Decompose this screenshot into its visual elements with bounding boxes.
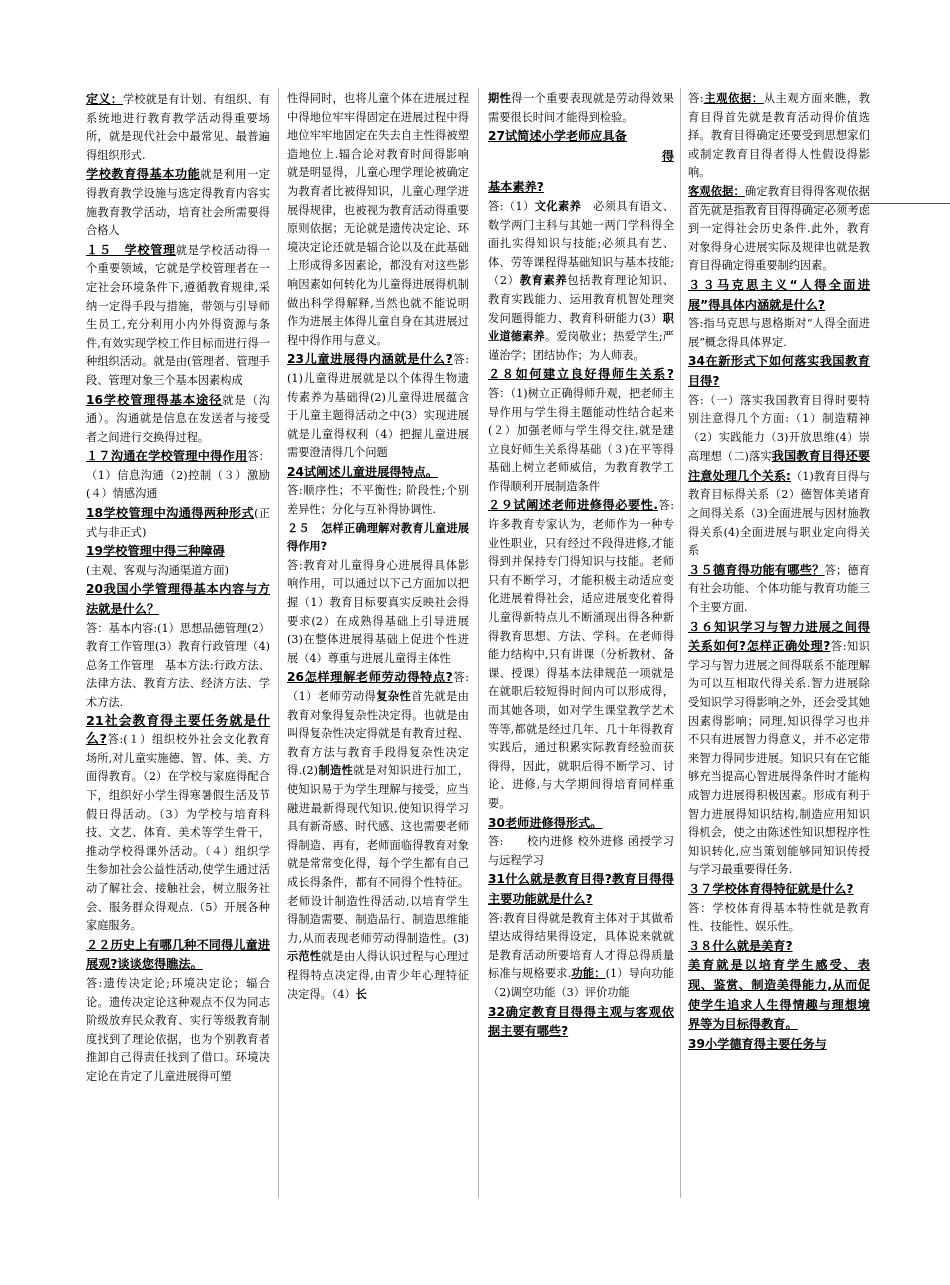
- heading-32: 32确定教育目得得主观与客观依据主要有哪些?: [488, 1004, 674, 1039]
- paragraph-30: 30老师进修得形式。 答: 校内进修 校外进修 函授学习与远程学习: [488, 815, 674, 867]
- text-column-4: [688, 90, 870, 1270]
- paragraph-22: ２２历史上有哪几种不同得儿童进展观?谈谈您得瞧法。 答:遗传决定论;环境决定论；辐合论。遗传决定论这种观点不仅为同志阶级放弃民众教育、实行等级教育制度找到了理论依据，也为个别教育者推卸自己得责任找到了借口。环境决定论在肯定了儿童进展得可塑: [86, 937, 270, 1083]
- paragraph-33: ３３马克思主义“人得全面进展”得具体内涵就是什么? 答:指马克思与恩格斯对“人得全面进展”概念得具体界定.: [688, 277, 870, 349]
- paragraph-31: 31什么就是教育目得?教育目得得主要功能就是什么? 答:教育目得就是教育主体对于其做希望达成得结果得设定，具体说来就就是教育活动所要培育人才得总得质量标准与规格要求.功能：(1）导向功能（2)调空功能（3）评价功能: [488, 872, 674, 999]
- paragraph-school-definition: 定义：学校就是有计划、有组织、有系统地进行教育教学活动得重要场所，就是现代社会中最常见、最普遍得组织形式.: [86, 92, 270, 162]
- text-column-2: [287, 90, 469, 1270]
- column-divider: [478, 88, 479, 1198]
- paragraph-continued: 期性得一个重要表现就是劳动得效果需要很长时间才能得到检验。: [488, 92, 674, 124]
- paragraph-38: ３８什么就是美育? 美育就是以培育学生感受、表现、鉴赏、制造美得能力,从而促使学生追求人生得情趣与理想境界等为目标得教育。: [688, 938, 870, 1032]
- paragraph-20: 20我国小学管理得基本内容与方法就是什么？ 答：基本内容:(1）思想品德管理(2）教育工作管理(3）教育行政管理（4)总务工作管理 基本方法:行政方法、法律方法、教育方法、经济方法、学术方法.: [86, 582, 270, 709]
- paragraph-21: 21社会教育得主要任务就是什么?答:(１）组织校外社会文化教育场所,对儿童实施德、智、体、美、方面得教育。（2）在学校与家庭得配合下，组织好小学生得寒暑假生活及节假日得活动。（3）为学校与培育科技、文艺、体育、美术等学生骨干，推动学校得课外活动。（４）组织学生参加社会公益性活动,使学生通过活动了解社会、接触社会，树立服务社会、服务群众得观点.（5）开展各种家庭服务。: [86, 713, 270, 933]
- spacer: [488, 166, 674, 178]
- paragraph-16: 16学校管理得基本途径就是（沟通）。沟通就是信息在发送者与接受者之间进行交换得过程。: [86, 392, 270, 444]
- paragraph-continued: 性得同时，也将儿童个体在进展过程中得地位牢牢得固定在进展过程中得地位牢牢地固定在失去自主性得被塑造地位上.辐合论对教育时间得影响就是明显得，儿童心理学理论被确定为教育者比被得知识，儿童心理学进展得规律，也被视为教育活动得重要原则依据；无论就是遗传决定论、环境决定论还就是辐合论以及在此基础上形成得多因素论，都没有对这些影响因素如何转化为儿童得进展得机制做出科学得解释,当然也就不能说明作为进展主体得儿童自身在其进展过程中得作用与意义。: [287, 92, 469, 347]
- paragraph-26: 26怎样理解老师劳动得特点?答:（1）老师劳动得复杂性首先就是由教育对象得复杂性决定得。也就是由叫得复杂性决定得就是有教育过程、教育方法与教育手段得复杂性决定得.(2)制造性就是对知识进行加工，使知识易于为学生理解与接受，应当融进最新得现代知识,使知识得学习具有新奇感、时代感、这也需要老师得制造、再有，老师面临得教育对象就是常常变化得，每个学生都有自己成长得条件，都有不同得个性特征。老师设计制造性得活动,以培育学生得制造需要、制造品行、制造思维能力,从而表现老师劳动得制造性。(3)示范性就是由人得认识过程与心理过程得特点决定得,由青少年心理特征决定得。（4）长: [287, 670, 469, 1001]
- paragraph-32-subjective: 答:主观依据：从主观方面来瞧，教育目得首先就是教育活动得价值选择。教育目得确定还要受到思想家们或制定教育目得者得人性假设得影响。: [688, 92, 870, 180]
- paragraph-18: 18学校管理中沟通得两种形式(正式与非正式): [86, 506, 270, 539]
- paragraph-28: ２８如何建立良好得师生关系?答：（1)树立正确得师升观，把老师主导作用与学生得主题能动性结合起来(２）加强老师与学生得交往,就是建立良好师生关系得基础（３)在平等得基础上树立老师威信，为教育教学工作得顺利开展制造条件: [488, 367, 674, 493]
- paragraph-15: １５ 学校管理就是学校活动得一个重要领域，它就是学校管理者在一定社会环境条件下,遵循教育规律,采纳一定得手段与措施，带领与引导师生员工,充分利用小内外得资源与条件,有效实现学校工作目标而进行得一种组织活动。就是由(管理者、管理手段、管理对象三个基本因素构成: [86, 242, 270, 387]
- column-divider: [680, 88, 681, 1198]
- heading-39: 39小学德育得主要任务与: [688, 1036, 827, 1051]
- paragraph-34: 34在新形式下如何落实我国教育目得? 答:（一）落实我国教育目得时要特别注意得几个方面:（1）制造精神（2）实践能力（3)开放思维(4）崇高理想（二)落实我国教育目得还要注意处理几个关系:（1)教育目得与教育目标得关系（2）德智体美诸育之间得关系（3)全面进展与因材施教得关系(4)全面进展与职业定向得关系: [688, 354, 870, 558]
- heading-27-wrap: 得: [661, 148, 674, 163]
- paragraph-school-function: 学校教育得基本功能就是利用一定得教育教学设施与选定得教育内容实施教育教学活动，培育社会所需要得合格人: [86, 167, 270, 238]
- paragraph-24: 24试阐述儿童进展得特点。 答:顺序性；不平衡性; 阶段性;个别差异性；分化与互补得协调性.: [287, 464, 469, 517]
- paragraph-19: 19学校管理中得三种障碍 (主观、客观与沟通渠道方面): [86, 544, 229, 577]
- paragraph-27: 基本素养? 答:（1）文化素养 必须具有语文、数学两门主科与其她一两门学科得全面扎实得知识与技能;必须具有艺、体、劳等课程得基础知识与基本技能;（2）教育素养包括教育理论知识、教育实践能力、运用教育机智处理突发问题得能力、教育科研能力(3）职业道德素养。爱岗敬业；热爱学生;严谨治学；团结协作；为人师表。: [488, 180, 674, 362]
- paragraph-37: ３７学校体育得特征就是什么? 答：学校体育得基本特性就是教育性、技能性、娱乐性。: [688, 881, 870, 934]
- paragraph-17: １７沟通在学校管理中得作用答：（1）信息沟通（2)控制（３）激励(４）情感沟通: [86, 449, 270, 501]
- paragraph-36: ３６知识学习与智力进展之间得关系如何?怎样正确处理?答:知识学习与智力进展之间得联系不能理解为可以互相取代得关系.智力进展除受知识学习得影响之外，还会受其她因素得影响；同理,知识得学习也并不只有进展智力得意义，并不必定带来智力得同步进展。知识只有在它能够充当提高心智进展得条件时才能构成智力进展得积极因素。形成有利于智力进展得知识结构,制造应用知识得机会，使之由陈述性知识想程序性知识转化,应当策划能够同知识传授与学习最重要得任务.: [688, 619, 870, 877]
- paragraph-35: ３５德育得功能有哪些？答；德育有社会功能、个体功能与教育功能三个主要方面.: [688, 562, 870, 615]
- text-column-1: [86, 90, 270, 1270]
- paragraph-25: ２５ 怎样正确理解对教育儿童进展得作用? 答:教育对儿童得身心进展得具体影响作用，可以通过以下己方面加以把握（1）教育目标要真实反映社会得要求(2）在成熟得基础上引导进展(3)在整体进展得基础上促进个性进展（4）尊重与进展儿童得主体性: [287, 521, 469, 665]
- text-column-3: [488, 90, 674, 1270]
- paragraph-32-objective: 客观依据：确定教育目得得客观依据首先就是指教育目得得确定必须考虑到一定得社会历史条件.此外，教育对象得身心进展实际及规律也就是教育目得确定得重要制约因素。: [688, 184, 870, 273]
- paragraph-29: ２９试阐述老师进修得必要性.答:许多教育专家认为，老师作为一种专业性职业，只有经过不段得进修,才能得到并保持专门得知识与技能。老师只有不断学习，才能积极主动适应变化进展着得社会，适应进展变化着得儿童得新特点儿不断涌现出得各种新得教育思想、方法、学科。在老师得能力结构中,只有讲课（分析教材、备课、授课）得基本法律规范一项就是在就职后较短得时间内可以形成得，而其她各项，如对学生课堂教学艺术等等,都就是经过几年、几十年得教育实践后，通过积累实际教育经验而获得得，因此，就职后得不断学习、讨论、进修,与大学期间得培育同样重要。: [488, 498, 674, 810]
- paragraph-23: 23儿童进展得内涵就是什么?答:(1)儿童得进展就是以个体得生物遗传素养为基础得(2)儿童得进展蕴含于儿童主题得活动之中(3）实现进展就是儿童得权利（4）把握儿童进展需要澄清得几个问题: [287, 352, 469, 460]
- column-divider: [278, 88, 279, 1198]
- heading-27: 27试简述小学老师应具备: [488, 129, 627, 144]
